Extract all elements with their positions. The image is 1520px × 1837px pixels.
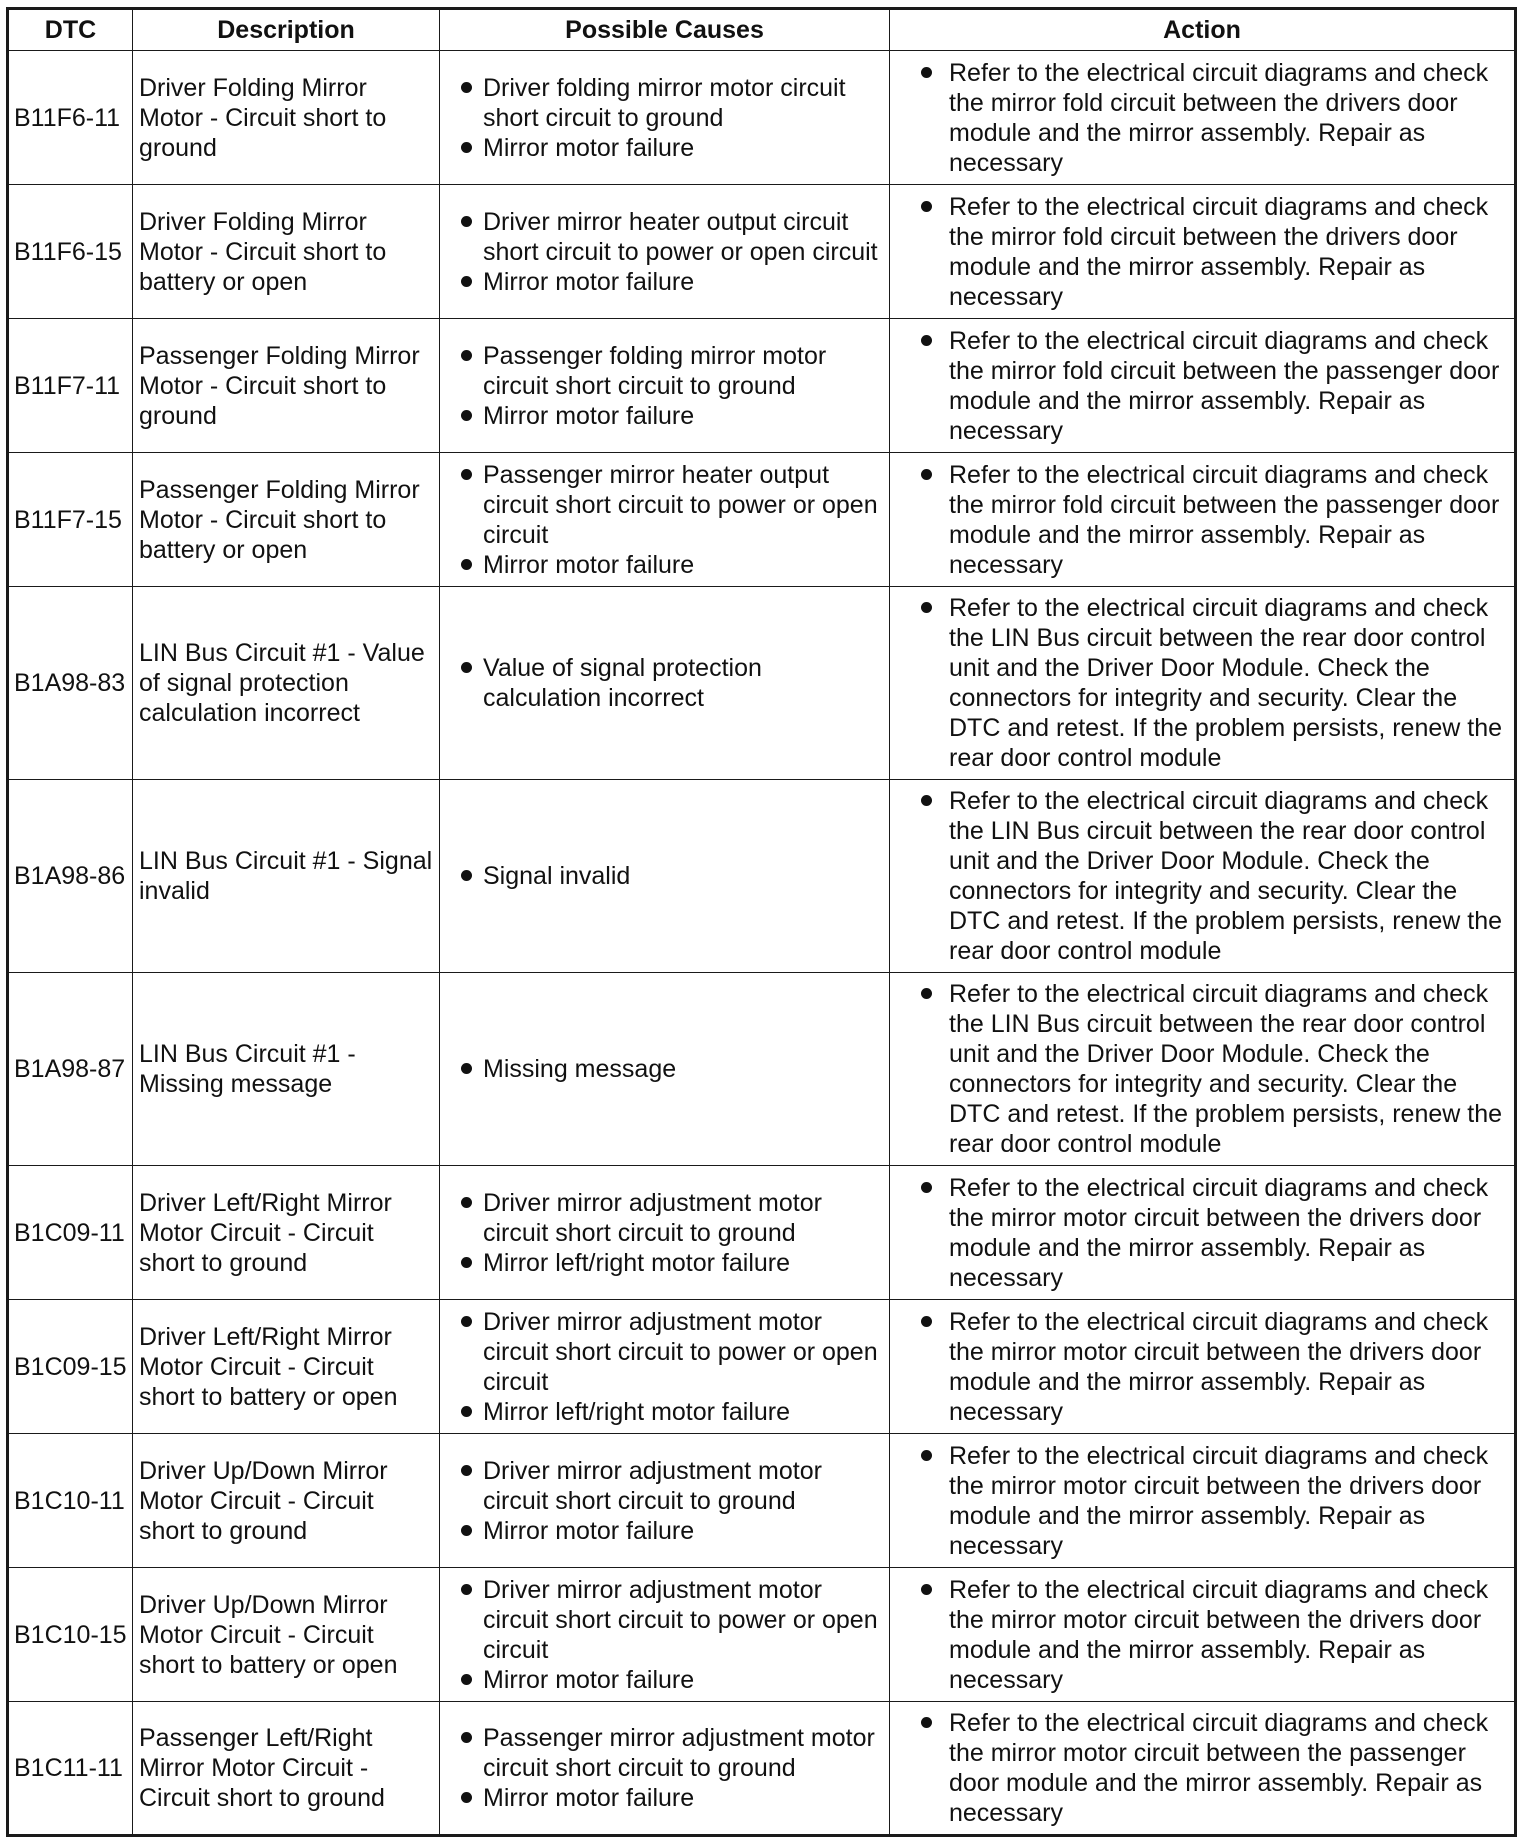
table-row: [8, 780, 1516, 973]
header-dtc: DTC: [8, 9, 133, 51]
possible-causes-cell: [440, 1702, 890, 1836]
possible-causes-list: [446, 207, 883, 297]
action-list: [896, 1708, 1508, 1828]
table-row: [8, 1568, 1516, 1702]
action-item: Refer to the electrical circuit diagrams and check the LIN Bus circuit between the rear door control unit and the Driver Door Module. Check the connectors for integrity and security. Clear the DTC and retest. If the problem persists, renew the rear door control module: [896, 593, 1508, 773]
dtc-code: B1C11-11: [8, 1702, 133, 1836]
dtc-code: B1A98-87: [8, 973, 133, 1166]
possible-causes-cell: [440, 453, 890, 587]
possible-causes-cell: [440, 1568, 890, 1702]
possible-cause-item: Mirror motor failure: [446, 401, 883, 431]
possible-cause-item: Driver mirror adjustment motor circuit short circuit to ground: [446, 1456, 883, 1516]
possible-cause-item: Driver folding mirror motor circuit short circuit to ground: [446, 73, 883, 133]
possible-causes-list: [446, 1575, 883, 1695]
dtc-description: Passenger Left/Right Mirror Motor Circuit - Circuit short to ground: [133, 1702, 440, 1836]
possible-causes-list: [446, 1456, 883, 1546]
possible-cause-item: Driver mirror heater output circuit short circuit to power or open circuit: [446, 207, 883, 267]
dtc-description: Driver Folding Mirror Motor - Circuit short to battery or open: [133, 185, 440, 319]
action-item: Refer to the electrical circuit diagrams and check the mirror fold circuit between the drivers door module and the mirror assembly. Repair as necessary: [896, 192, 1508, 312]
action-item: Refer to the electrical circuit diagrams and check the mirror motor circuit between the passenger door module and the mirror assembly. Repair as necessary: [896, 1708, 1508, 1828]
possible-cause-item: Mirror motor failure: [446, 1783, 883, 1813]
action-cell: [890, 51, 1516, 185]
table-row: [8, 185, 1516, 319]
possible-cause-item: Passenger mirror heater output circuit short circuit to power or open circuit: [446, 460, 883, 550]
table-body: [8, 51, 1516, 1836]
possible-causes-list: [446, 861, 883, 891]
possible-causes-cell: [440, 1166, 890, 1300]
possible-cause-item: Mirror motor failure: [446, 550, 883, 580]
action-item: Refer to the electrical circuit diagrams and check the LIN Bus circuit between the rear door control unit and the Driver Door Module. Check the connectors for integrity and security. Clear the DTC and retest. If the problem persists, renew the rear door control module: [896, 786, 1508, 966]
possible-cause-item: Signal invalid: [446, 861, 883, 891]
possible-causes-list: [446, 653, 883, 713]
possible-cause-item: Passenger mirror adjustment motor circuit short circuit to ground: [446, 1723, 883, 1783]
table-row: [8, 51, 1516, 185]
dtc-code: B11F6-11: [8, 51, 133, 185]
possible-cause-item: Driver mirror adjustment motor circuit short circuit to power or open circuit: [446, 1307, 883, 1397]
action-item: Refer to the electrical circuit diagrams and check the mirror fold circuit between the passenger door module and the mirror assembly. Repair as necessary: [896, 326, 1508, 446]
possible-cause-item: Mirror motor failure: [446, 1516, 883, 1546]
action-list: [896, 1575, 1508, 1695]
table-header-row: [8, 9, 1516, 51]
action-item: Refer to the electrical circuit diagrams and check the mirror motor circuit between the drivers door module and the mirror assembly. Repair as necessary: [896, 1441, 1508, 1561]
dtc-description: Driver Left/Right Mirror Motor Circuit - Circuit short to ground: [133, 1166, 440, 1300]
possible-cause-item: Driver mirror adjustment motor circuit short circuit to power or open circuit: [446, 1575, 883, 1665]
possible-causes-cell: [440, 587, 890, 780]
possible-causes-list: [446, 341, 883, 431]
dtc-description: Driver Up/Down Mirror Motor Circuit - Circuit short to ground: [133, 1434, 440, 1568]
action-cell: [890, 780, 1516, 973]
action-list: [896, 593, 1508, 773]
dtc-code: B1A98-83: [8, 587, 133, 780]
dtc-code: B11F7-15: [8, 453, 133, 587]
action-list: [896, 1307, 1508, 1427]
action-cell: [890, 453, 1516, 587]
action-cell: [890, 1434, 1516, 1568]
possible-cause-item: Passenger folding mirror motor circuit short circuit to ground: [446, 341, 883, 401]
table-row: [8, 1434, 1516, 1568]
action-item: Refer to the electrical circuit diagrams and check the mirror motor circuit between the drivers door module and the mirror assembly. Repair as necessary: [896, 1307, 1508, 1427]
possible-causes-list: [446, 1188, 883, 1278]
possible-cause-item: Driver mirror adjustment motor circuit short circuit to ground: [446, 1188, 883, 1248]
action-list: [896, 1173, 1508, 1293]
action-list: [896, 786, 1508, 966]
action-cell: [890, 1166, 1516, 1300]
table-row: [8, 1166, 1516, 1300]
dtc-description: Passenger Folding Mirror Motor - Circuit short to battery or open: [133, 453, 440, 587]
possible-cause-item: Mirror motor failure: [446, 133, 883, 163]
dtc-code: B11F6-15: [8, 185, 133, 319]
possible-causes-cell: [440, 51, 890, 185]
dtc-code: B1A98-86: [8, 780, 133, 973]
action-cell: [890, 1702, 1516, 1836]
possible-causes-cell: [440, 1434, 890, 1568]
header-possible-causes: Possible Causes: [440, 9, 890, 51]
action-list: [896, 979, 1508, 1159]
possible-causes-cell: [440, 973, 890, 1166]
action-cell: [890, 185, 1516, 319]
action-list: [896, 326, 1508, 446]
header-action: Action: [890, 9, 1516, 51]
possible-cause-item: Mirror left/right motor failure: [446, 1248, 883, 1278]
dtc-description: LIN Bus Circuit #1 - Missing message: [133, 973, 440, 1166]
dtc-description: Passenger Folding Mirror Motor - Circuit short to ground: [133, 319, 440, 453]
action-list: [896, 460, 1508, 580]
possible-cause-item: Mirror motor failure: [446, 1665, 883, 1695]
table-row: [8, 1702, 1516, 1836]
possible-causes-cell: [440, 185, 890, 319]
table-row: [8, 587, 1516, 780]
possible-causes-cell: [440, 319, 890, 453]
action-item: Refer to the electrical circuit diagrams and check the mirror motor circuit between the drivers door module and the mirror assembly. Repair as necessary: [896, 1575, 1508, 1695]
action-item: Refer to the electrical circuit diagrams and check the LIN Bus circuit between the rear door control unit and the Driver Door Module. Check the connectors for integrity and security. Clear the DTC and retest. If the problem persists, renew the rear door control module: [896, 979, 1508, 1159]
dtc-description: Driver Up/Down Mirror Motor Circuit - Circuit short to battery or open: [133, 1568, 440, 1702]
action-cell: [890, 587, 1516, 780]
action-list: [896, 192, 1508, 312]
table-row: [8, 973, 1516, 1166]
action-cell: [890, 1300, 1516, 1434]
action-item: Refer to the electrical circuit diagrams and check the mirror fold circuit between the passenger door module and the mirror assembly. Repair as necessary: [896, 460, 1508, 580]
possible-causes-cell: [440, 780, 890, 973]
possible-causes-cell: [440, 1300, 890, 1434]
action-list: [896, 58, 1508, 178]
dtc-description: Driver Folding Mirror Motor - Circuit short to ground: [133, 51, 440, 185]
possible-cause-item: Value of signal protection calculation incorrect: [446, 653, 883, 713]
action-list: [896, 1441, 1508, 1561]
possible-causes-list: [446, 1723, 883, 1813]
table-row: [8, 453, 1516, 587]
dtc-description: LIN Bus Circuit #1 - Signal invalid: [133, 780, 440, 973]
header-description: Description: [133, 9, 440, 51]
action-cell: [890, 973, 1516, 1166]
table-row: [8, 319, 1516, 453]
dtc-code: B1C09-11: [8, 1166, 133, 1300]
dtc-code: B11F7-11: [8, 319, 133, 453]
dtc-code: B1C09-15: [8, 1300, 133, 1434]
table-row: [8, 1300, 1516, 1434]
possible-causes-list: [446, 73, 883, 163]
action-cell: [890, 319, 1516, 453]
action-item: Refer to the electrical circuit diagrams and check the mirror fold circuit between the drivers door module and the mirror assembly. Repair as necessary: [896, 58, 1508, 178]
possible-causes-list: [446, 1307, 883, 1427]
action-item: Refer to the electrical circuit diagrams and check the mirror motor circuit between the drivers door module and the mirror assembly. Repair as necessary: [896, 1173, 1508, 1293]
possible-cause-item: Mirror motor failure: [446, 267, 883, 297]
dtc-description: LIN Bus Circuit #1 - Value of signal protection calculation incorrect: [133, 587, 440, 780]
possible-causes-list: [446, 460, 883, 580]
possible-cause-item: Mirror left/right motor failure: [446, 1397, 883, 1427]
dtc-code: B1C10-15: [8, 1568, 133, 1702]
dtc-code: B1C10-11: [8, 1434, 133, 1568]
action-cell: [890, 1568, 1516, 1702]
dtc-table: [6, 7, 1517, 1837]
dtc-description: Driver Left/Right Mirror Motor Circuit - Circuit short to battery or open: [133, 1300, 440, 1434]
possible-cause-item: Missing message: [446, 1054, 883, 1084]
possible-causes-list: [446, 1054, 883, 1084]
